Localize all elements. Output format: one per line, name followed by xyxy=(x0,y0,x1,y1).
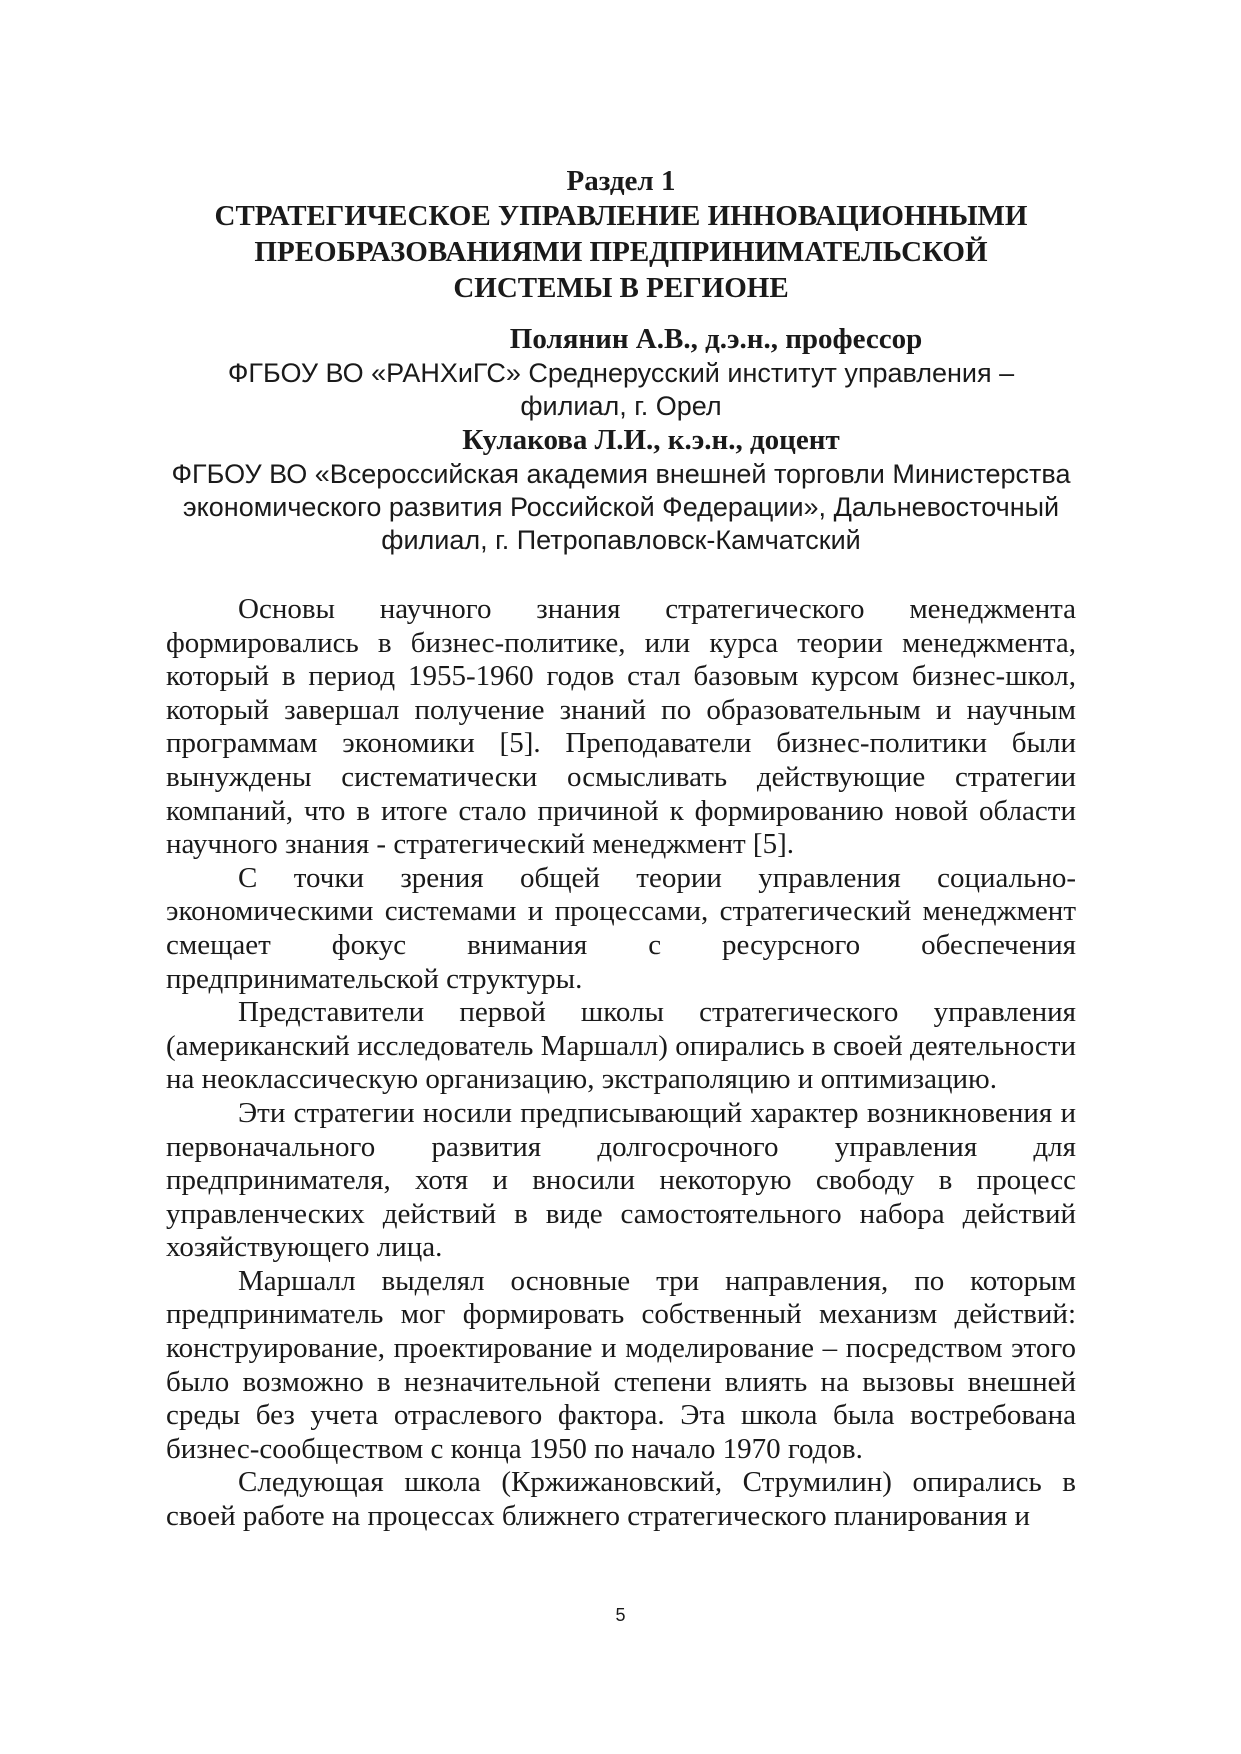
body-paragraph: Представители первой школы стратегического управления (американский исследователь Маршалл) опирались в своей деятельности на неоклассическую организацию, экстраполяцию и оптимизацию. xyxy=(166,996,1076,1096)
section-title xyxy=(166,198,1076,306)
author-affiliation-2 xyxy=(166,458,1076,557)
article-header xyxy=(166,164,1076,557)
section-title-line: ПРЕОБРАЗОВАНИЯМИ ПРЕДПРИНИМАТЕЛЬСКОЙ xyxy=(254,236,988,268)
affiliation-line: ФГБОУ ВО «РАНХиГС» Среднерусский институт управления – xyxy=(227,358,1015,388)
body-paragraph: Основы научного знания стратегического менеджмента формировались в бизнес-политике, или курса теории менеджмента, который в период 1955-1960 годов стал базовым курсом бизнес-школ, который завершал получение знаний по образовательным и научным программам экономики [5]. Преподаватели бизнес-политики были вынуждены систематически осмысливать действующие стратегии компаний, что в итоге стало причиной к формированию новой области научного знания - стратегический менеджмент [5]. xyxy=(166,593,1076,861)
body-paragraph: Следующая школа (Кржижановский, Струмилин) опирались в своей работе на процессах ближнего стратегического планирования и xyxy=(166,1466,1076,1533)
body-paragraph: Эти стратегии носили предписывающий характер возникновения и первоначального развития долгосрочного управления для предпринимателя, хотя и вносили некоторую свободу в процесс управленческих действий в виде самостоятельного набора действий хозяйствующего лица. xyxy=(166,1096,1076,1264)
author-affiliation-1 xyxy=(166,357,1076,423)
affiliation-line: филиал, г. Петропавловск-Камчатский xyxy=(381,525,861,555)
author-name-1: Полянин А.В., д.э.н., профессор xyxy=(509,323,923,355)
affiliation-line: ФГБОУ ВО «Всероссийская академия внешней торговли Министерства xyxy=(171,459,1071,489)
body-paragraph: С точки зрения общей теории управления социально-экономическими системами и процессами, стратегический менеджмент смещает фокус внимания с ресурсного обеспечения предпринимательской структуры. xyxy=(166,861,1076,995)
section-title-line: СТРАТЕГИЧЕСКОЕ УПРАВЛЕНИЕ ИННОВАЦИОННЫМИ xyxy=(214,200,1028,232)
section-label: Раздел 1 xyxy=(566,165,676,197)
affiliation-line: экономического развития Российской Федерации», Дальневосточный xyxy=(182,492,1060,522)
body-paragraph: Маршалл выделял основные три направления, по которым предприниматель мог формировать собственный механизм действий: конструирование, проектирование и моделирование – посредством этого было возможно в незначительной степени влиять на вызовы внешней среды без учета отраслевого фактора. Эта школа была востребована бизнес-сообществом с конца 1950 по начало 1970 годов. xyxy=(166,1264,1076,1465)
section-title-line: СИСТЕМЫ В РЕГИОНЕ xyxy=(453,272,789,304)
author-name-2: Кулакова Л.И., к.э.н., доцент xyxy=(462,424,840,456)
page-number: 5 xyxy=(615,1605,626,1625)
article-body xyxy=(166,593,1076,1534)
affiliation-line: филиал, г. Орел xyxy=(520,391,722,421)
